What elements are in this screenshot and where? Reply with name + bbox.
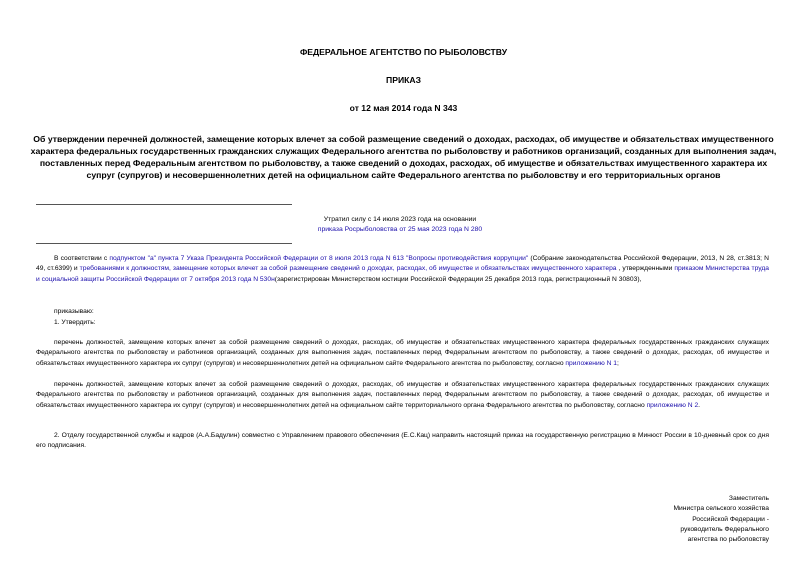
ordered-line — [36, 307, 769, 317]
signature-block — [673, 494, 769, 545]
approve-text: 1. Утвердить: — [54, 319, 96, 326]
document-date-number: от 12 мая 2014 года N 343 — [349, 103, 458, 113]
appendix-1-link[interactable]: приложению N 1 — [565, 359, 618, 367]
legal-basis-paragraph — [36, 254, 769, 285]
ordered-text: приказываю: — [54, 308, 94, 315]
signature-line: Заместитель — [728, 495, 769, 502]
status-note-text: Утратил силу с 14 июля 2023 года на основании — [323, 216, 477, 223]
divider-top — [36, 204, 292, 205]
item-2-paragraph — [36, 431, 769, 452]
basis-text-4: (зарегистрирован Министерством юстиции Российской Федерации 25 декабря 2013 года, регистрационный N 30803), — [274, 275, 642, 283]
signature-line: Российской Федерации - — [692, 515, 769, 523]
document-title: Об утверждении перечней должностей, замещение которых влечет за собой размещение сведений о доходах, расходах, об имуществе и обязательствах имущественного характера федеральных государственных гражданских служащих Федерального агентства по рыболовству и работников организаций, созданных для выполнения задач, поставленных перед Федеральным агентством по рыболовству, а также сведений о доходах, расходах, об имуществе и обязательствах имущественного характера их супруг (супругов) и несовершеннолетних детей на официальном сайте Федерального агентства по рыболовству и его территориальных органов — [30, 134, 777, 180]
item1b-text: перечень должностей, замещение которых влечет за собой размещение сведений о доходах, расходах, об имуществе и обязательствах имущественного характера федеральных государственных гражданских служащих Федерального агентства по рыболовству и работников организаций, созданных для выполнения задач, поставленных перед Федеральным агентством по рыболовству, а также сведений о доходах, расходах, об имуществе и обязательствах имущественного характера их супруг (супругов) и несовершеннолетних детей на официальном сайте территориального органа Федерального агентства по рыболовству, согласно — [36, 381, 769, 409]
document-type: ПРИКАЗ — [386, 75, 421, 85]
divider-bottom — [36, 243, 292, 244]
repeal-order-link[interactable]: приказа Росрыболовства от 25 мая 2023 года N 280 — [317, 226, 483, 233]
item1a-text: перечень должностей, замещение которых влечет за собой размещение сведений о доходах, расходах, об имуществе и обязательствах имущественного характера федеральных государственных гражданских служащих Федерального агентства по рыболовству и работников организаций, созданных для выполнения задач, поставленных перед Федеральным агентством по рыболовству, а также сведений о доходах, расходах, об имуществе и обязательствах имущественного характера их супруг (супругов) и несовершеннолетних детей на официальном сайте Федерального агентства по рыболовству, согласно — [36, 339, 769, 367]
status-note — [300, 215, 500, 235]
agency-name: ФЕДЕРАЛЬНОЕ АГЕНТСТВО ПО РЫБОЛОВСТВУ — [299, 47, 508, 57]
approve-line — [36, 318, 769, 328]
signature-line: агентства по рыболовству — [687, 536, 769, 544]
signature-line: руководитель Федерального — [680, 525, 769, 533]
signature-line: Министра сельского хозяйства — [673, 505, 769, 513]
item1a-end: ; — [617, 359, 619, 367]
basis-text-2: (Собрание законодательства Российской Федерации, 2013, N 28, ст.3813; N 49, ст.6399) и — [36, 255, 770, 273]
basis-text-3: , утвержденными — [616, 265, 675, 273]
requirements-link[interactable]: требованиями к должностям, замещение которых влечет за собой размещение сведений о доходах, расходах, об имуществе и обязательствах имущественного характера — [79, 265, 617, 273]
appendix-2-link[interactable]: приложению N 2 — [646, 401, 699, 409]
list-item — [36, 338, 769, 369]
item2-text: 2. Отделу государственной службы и кадров (А.А.Бадулин) совместно с Управлением правового обеспечения (Е.С.Кац) направить настоящий приказ на государственную регистрацию в Минюст России в 10-дневный срок со дня его подписания. — [36, 432, 769, 450]
list-item — [36, 380, 769, 411]
item1b-end: . — [698, 401, 701, 409]
basis-text-1: В соответствии с — [54, 255, 110, 262]
decree-link[interactable]: подпунктом "а" пункта 7 Указа Президента Российской Федерации от 8 июля 2013 года N 613 "Вопросы противодействия коррупции" — [109, 255, 529, 262]
ministry-order-link[interactable]: приказом Министерства труда и социальной защиты Российской Федерации от 7 октября 2013 года N 530н — [36, 265, 769, 283]
